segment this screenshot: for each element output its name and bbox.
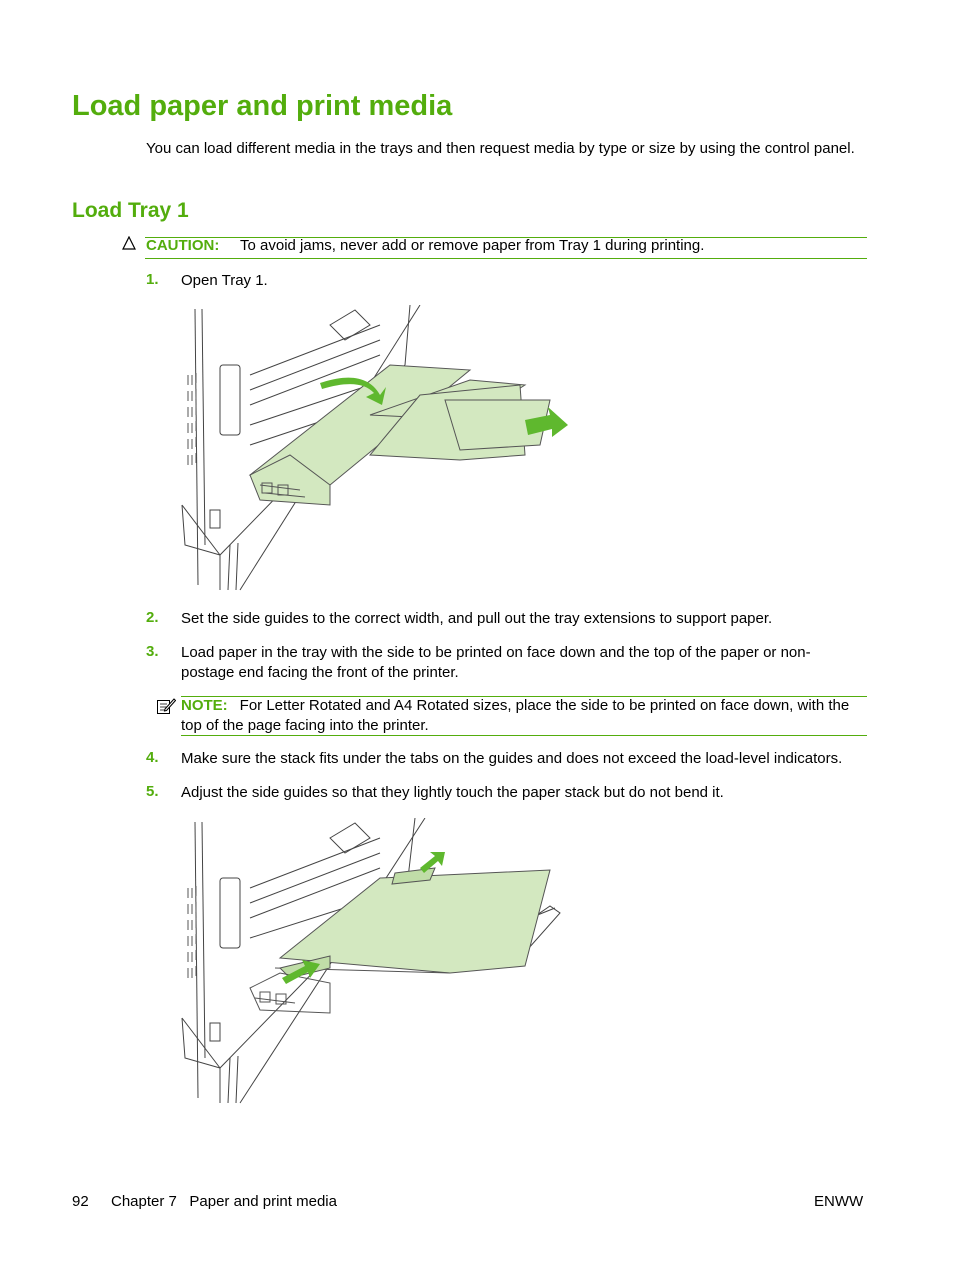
step-text: Load paper in the tray with the side to be printed on face down and the top of the paper or non-postage end facing the front of the printer. (181, 644, 811, 681)
note-body: For Letter Rotated and A4 Rotated sizes, place the side to be printed on face down, with the top of the page facing into the printer. (181, 697, 850, 734)
open-tray-illustration (180, 305, 570, 593)
step-text: Adjust the side guides so that they lightly touch the paper stack but do not bend it. (181, 784, 724, 801)
note-pencil-icon (156, 697, 176, 715)
step-text: Set the side guides to the correct width, and pull out the tray extensions to support paper. (181, 610, 773, 627)
step-number: 5. (146, 783, 159, 800)
note-text (181, 696, 871, 735)
caution-text: To avoid jams, never add or remove paper from Tray 1 during printing. (240, 237, 705, 254)
step-number: 3. (146, 643, 159, 660)
section-title: Load Tray 1 (72, 199, 189, 222)
page-number: 92 (72, 1193, 89, 1210)
caution-label: CAUTION: (146, 237, 220, 254)
adjust-guides-illustration (180, 818, 570, 1106)
step-number: 1. (146, 271, 159, 288)
intro-paragraph: You can load different media in the trays and then request media by type or size by using the control panel. (146, 140, 855, 157)
page-title: Load paper and print media (72, 90, 453, 122)
step-text: Make sure the stack fits under the tabs on the guides and does not exceed the load-level indicators. (181, 750, 843, 767)
step-text: Open Tray 1. (181, 272, 268, 289)
caution-triangle-icon (122, 236, 136, 250)
step-number: 2. (146, 609, 159, 626)
footer-right: ENWW (814, 1193, 864, 1210)
note-label: NOTE: (181, 697, 228, 714)
footer-chapter: Chapter 7 Paper and print media (111, 1193, 337, 1210)
step-number: 4. (146, 749, 159, 766)
